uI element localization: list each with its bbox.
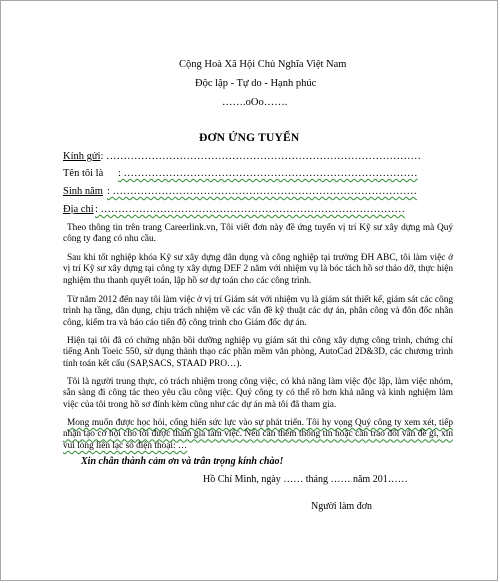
document-title: ĐƠN ỨNG TUYỂN [199,132,300,144]
field-birth-year-value: : …………………………………………………………………………… [107,186,418,197]
field-birth-year-label: Sinh năm [63,186,103,197]
field-name-label: Tên tôi là [63,168,104,179]
closing-line: Xin chân thành cảm ơn và trân trọng kính chào! [81,456,284,467]
paragraph-personality: Tôi là người trung thực, có trách nhiệm trong công việc, có khả năng làm việc độc lập, làm việc nhóm, sẵn sàng đi công tác theo yêu cầu công việc. Quý công ty có thể rõ hơn khả năng và kinh nghiệm làm việc của tôi trong hồ sơ đính kèm cũng như các dự án mà tôi đã tham gia. [63,377,453,410]
signature-label: Người làm đơn [311,501,372,512]
date-line: Hồ Chí Minh, ngày …… tháng …… năm 201…… [203,474,408,485]
header-separator: …….oOo……. [222,97,288,108]
field-name [63,168,418,179]
nation-heading: Cộng Hoà Xã Hội Chủ Nghĩa Việt Nam [179,59,347,70]
field-recipient-label: Kính gửi [63,151,101,162]
paragraph-experience: Từ năm 2012 đến nay tôi làm việc ở vị trí Giám sát với nhiệm vụ là giám sát thiết kế, giám sát các công trình hạ tầng, dân dụng, chịu trách nhiệm về các vấn đề kỹ thuật các dự án, phân công và đôn đốc nhân công, kiểm tra và báo cáo tiến độ công trình cho Giám đốc dự án. [63,295,453,328]
field-recipient-value: : ……………………………………………………………………………… [100,151,422,162]
motto-heading: Độc lập - Tự do - Hạnh phúc [195,78,317,89]
field-address-value: : …………………………………………………………………………… [95,204,406,215]
field-name-value: : ………………………………………………………………………… [118,168,418,179]
paragraph-intro: Theo thông tin trên trang Careerlink.vn, Tôi viết đơn này đề ứng tuyển vị trí Kỹ sư xây dựng mà Quý công ty đang có nhu cầu. [63,223,453,245]
field-address-label: Địa chỉ [63,204,94,215]
paragraph-request: Mong muốn được học hỏi, cống hiến sức lực vào sự phát triển. Tôi hy vọng Quý công ty xem xét, tiếp nhận tạo cơ hội cho tôi được tham gia làm việc. Nếu cần thêm thông tin hoặc cần trao đổi vấn đề gì, xin vui lòng liên lạc số điện thoại: … [63,418,453,451]
field-address [63,204,405,215]
paragraph-education: Sau khi tốt nghiệp khóa Kỹ sư xây dựng dân dụng và công nghiệp tại trường ĐH ABC, tôi làm việc ở vị trí Kỹ sư xây dựng tại công ty xây dựng DEF 2 năm với nhiệm vụ là bóc tách hồ sơ thảo dỡ, thực hiện nghiệm thu thanh quyết toán, lập hồ sơ dự toán cho các công trình. [63,253,453,286]
field-recipient [63,151,421,162]
paragraph-certificates: Hiện tại tôi đã có chứng nhận bồi dưỡng nghiệp vụ giám sát thi công xây dựng công trình, chứng chỉ tiếng Anh Toeic 550, sử dụng thành thạo các phần mềm văn phòng, AutoCad 2D&3D, các chương trình tính toán kết cấu (SAP,SACS, STAAD PRO…). [63,336,453,369]
field-birth-year [63,186,417,197]
